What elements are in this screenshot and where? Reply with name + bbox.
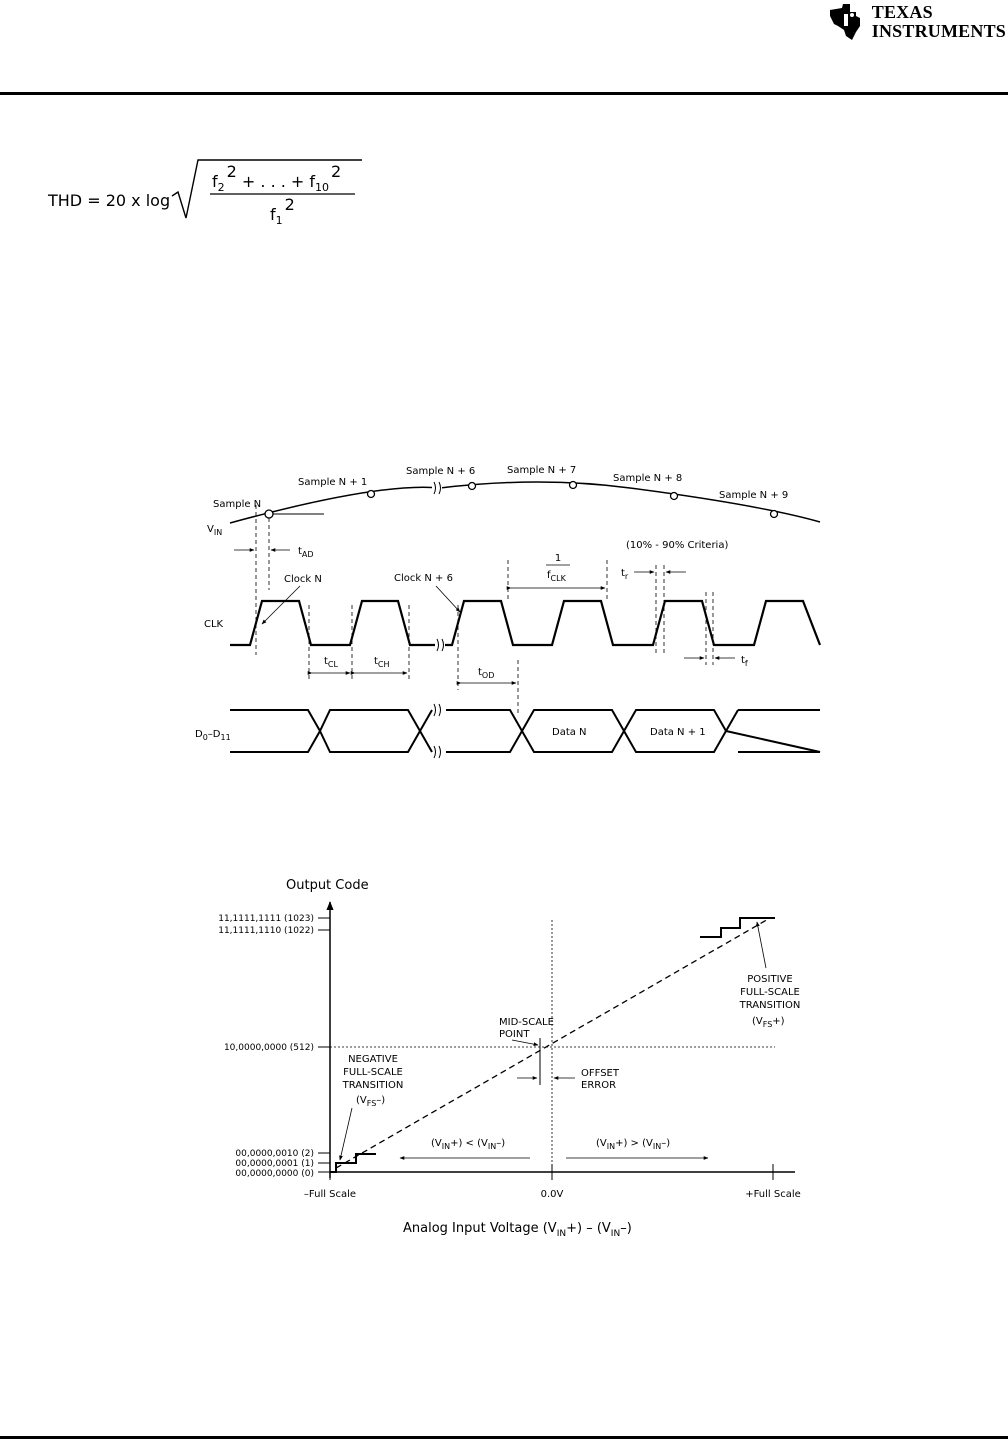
positive-symbol: $(V_{FS}+)$: [752, 1016, 785, 1029]
brand-line-1: TEXAS: [871, 2, 933, 22]
y-tick-1023: 11,1111,1111 (1023): [218, 914, 314, 924]
negative-steps: [330, 1154, 376, 1172]
footer-rule: [0, 1436, 1008, 1439]
label-tod: $t_{OD}$: [478, 667, 495, 680]
label-clock-n: Clock N: [284, 574, 322, 585]
positive-line1: POSITIVE: [747, 974, 793, 985]
positive-line3: TRANSITION: [739, 1000, 801, 1011]
label-data-n1: Data N + 1: [650, 727, 706, 738]
mid-scale-pointer: [512, 1040, 538, 1045]
x-tick-label-zero: 0.0V: [540, 1189, 564, 1200]
right-region-label: $(V_{IN}+) > (V_{IN}-)$: [596, 1138, 671, 1151]
ideal-transfer-line: [336, 918, 770, 1168]
offset-line2: ERROR: [581, 1080, 617, 1091]
label-data-bus: $D_0-D_{11}$: [195, 729, 231, 742]
label-fclk-num: 1: [554, 553, 562, 564]
eq-numerator: $f_22$ + . . . + $f_{10}2$: [212, 162, 342, 194]
positive-line2: FULL-SCALE: [740, 987, 800, 998]
positive-steps: [700, 918, 775, 937]
y-tick-2: 00,0000,0010 (2): [235, 1149, 314, 1159]
label-sample-n: Sample N: [213, 499, 262, 510]
label-sample-n1: Sample N + 1: [298, 477, 368, 488]
negative-line2: FULL-SCALE: [343, 1067, 403, 1078]
label-tcl: $t_{CL}$: [324, 656, 338, 669]
negative-symbol: $(V_{FS}-)$: [356, 1095, 386, 1108]
label-fclk-den: $f_{CLK}$: [547, 570, 566, 583]
brand-line-2: INSTRUMENTS: [871, 21, 1006, 41]
label-criteria: (10% - 90% Criteria): [626, 540, 729, 551]
label-clock-n6: Clock N + 6: [394, 573, 453, 584]
negative-line1: NEGATIVE: [348, 1054, 398, 1065]
label-sample-n9: Sample N + 9: [719, 490, 789, 501]
mid-scale-line2: POINT: [499, 1029, 530, 1040]
label-tr: $t_r$: [621, 568, 629, 581]
label-sample-n6: Sample N + 6: [406, 466, 476, 477]
negative-pointer: [340, 1108, 352, 1160]
positive-pointer: [757, 922, 766, 968]
y-tick-1022: 11,1111,1110 (1022): [218, 926, 314, 936]
label-data-n: Data N: [552, 727, 587, 738]
label-vin: $V_{IN}$: [207, 524, 223, 537]
label-tad: $t_{AD}$: [298, 546, 314, 559]
label-sample-n8: Sample N + 8: [613, 473, 683, 484]
eq-denominator: $f_12$: [270, 195, 295, 227]
x-tick-label-neg: –Full Scale: [303, 1189, 357, 1200]
y-tick-512: 10,0000,0000 (512): [223, 1043, 314, 1053]
label-tf: $t_f$: [741, 655, 748, 668]
x-tick-label-pos: +Full Scale: [745, 1189, 801, 1200]
label-clk: CLK: [204, 619, 224, 630]
left-region-label: $(V_{IN}+) < (V_{IN}-)$: [431, 1138, 506, 1151]
label-sample-n7: Sample N + 7: [507, 465, 577, 476]
y-axis-title: Output Code: [286, 878, 369, 893]
negative-line3: TRANSITION: [342, 1080, 404, 1091]
y-tick-1: 00,0000,0001 (1): [235, 1159, 314, 1169]
label-tch: $t_{CH}$: [374, 656, 390, 669]
mid-scale-line1: MID-SCALE: [499, 1017, 554, 1028]
y-ticks: [218, 914, 330, 1179]
x-axis-title: Analog Input Voltage $(V_{IN}+) - (V_{IN}-)$: [403, 1221, 632, 1239]
y-tick-0: 00,0000,0000 (0): [235, 1169, 314, 1179]
offset-line1: OFFSET: [581, 1068, 619, 1079]
eq-lhs: THD = 20 x log: [48, 191, 171, 210]
